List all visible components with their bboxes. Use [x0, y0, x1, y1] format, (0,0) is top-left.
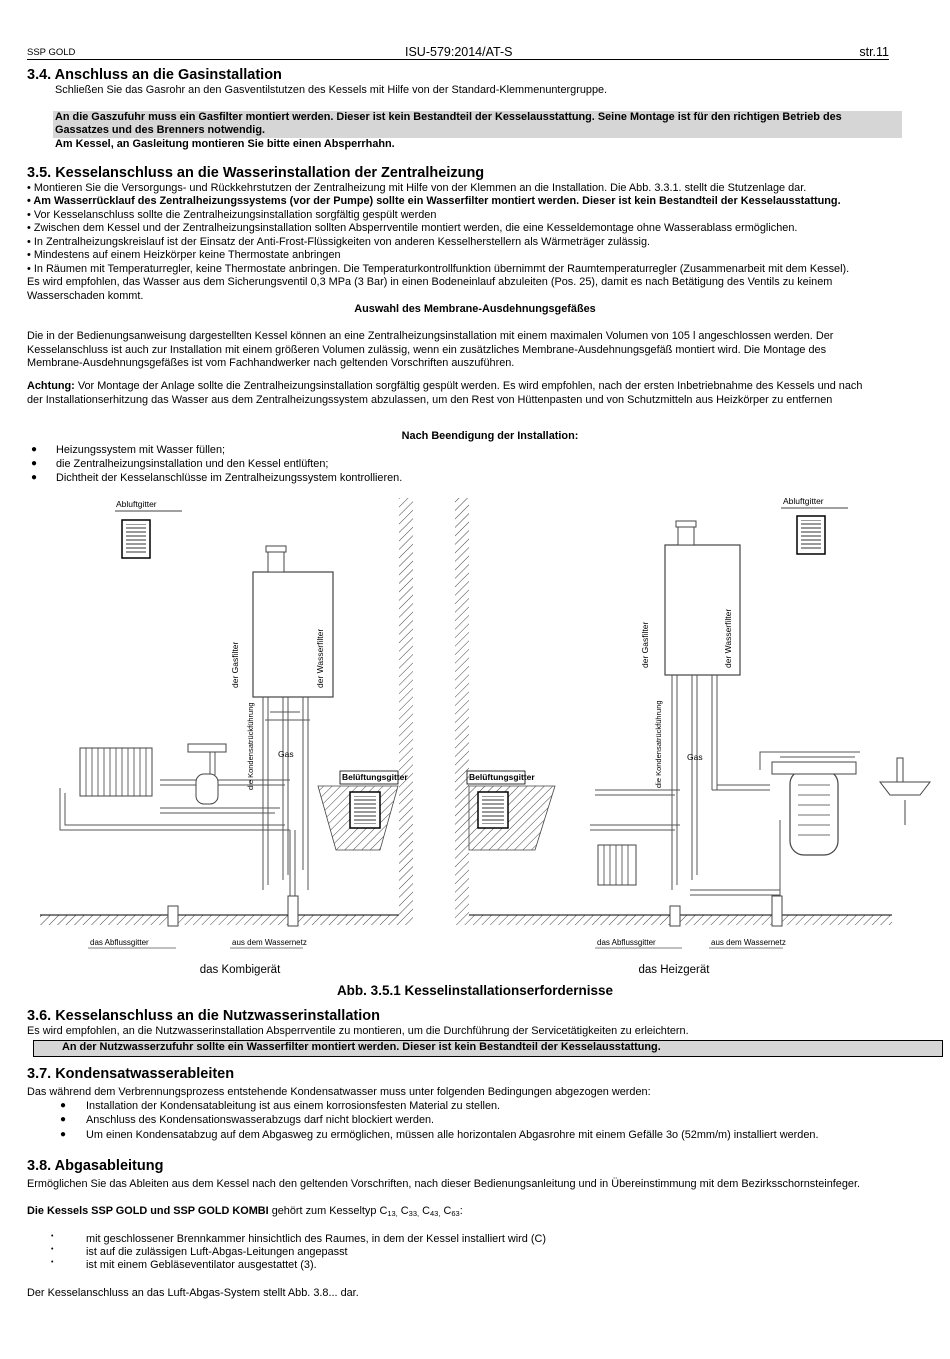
floor-left	[40, 915, 413, 925]
label-kombigeraet: das Kombigerät	[199, 964, 281, 976]
s35-para3-line1	[27, 380, 862, 394]
s35-line2: • Am Wasserrücklauf des Zentralheizungssystems (vor der Pumpe) sollte ein Wasserfilter montiert werden. Dieser ist kein Bestandteil der Kesselausstattung.	[27, 195, 841, 207]
s38-bullet3: ist mit einem Gebläseventilator ausgestattet (3).	[86, 1259, 317, 1271]
sub-c13: 13,	[387, 1209, 398, 1218]
label-heizgeraet: das Heizgerät	[638, 964, 710, 976]
achtung-label: Achtung:	[27, 380, 75, 392]
bullet-dot: ●	[31, 458, 38, 469]
sink	[880, 758, 930, 825]
s35-line9: Wasserschaden kommt.	[27, 290, 144, 302]
section-title-3-8: 3.8. Abgasableitung	[27, 1158, 164, 1174]
sep-c: C	[419, 1205, 430, 1217]
wall-left	[399, 498, 413, 915]
label-wassernetz-left: aus dem Wassernetz	[232, 938, 307, 947]
header-left: SSP GOLD	[27, 47, 76, 58]
sub-c43: 43,	[430, 1209, 441, 1218]
s34-paragraph: Schließen Sie das Gasrohr an den Gasventilstutzen des Kessels mit Hilfe von der Standard-Klemmenuntergruppe.	[55, 84, 608, 96]
s38-bullet2: ist auf die zulässigen Luft-Abgas-Leitungen angepasst	[86, 1246, 348, 1258]
s36-paragraph: Es wird empfohlen, an die Nutzwasserinstallation Absperrventile zu montieren, um die Durchführung der Servicetätigkeiten zu erleichtern.	[27, 1025, 689, 1037]
label-gasfilter-left: der Gasfilter	[230, 641, 240, 688]
figure-caption: Abb. 3.5.1 Kesselinstallationserfordernisse	[336, 983, 614, 998]
s35-line5: • In Zentralheizungskreislauf ist der Einsatz der Anti-Frost-Flüssigkeiten von anderen Kesselherstellern als Wärmeträger zulässig.	[27, 236, 651, 248]
installation-diagram	[0, 490, 950, 980]
bullet-dot: ●	[31, 472, 38, 483]
s35-bullet2: die Zentralheizungsinstallation und den Kessel entlüften;	[56, 458, 329, 470]
s35-line1: • Montieren Sie die Versorgungs- und Rückkehrstutzen der Zentralheizung mit Hilfe von der Klemmen an die Installation. Die Abb. 3.3.1. stellt die Stutzenlage dar.	[27, 182, 807, 194]
s38-paragraph1: Ermöglichen Sie das Ableiten aus dem Kessel nach den geltenden Vorschriften, nach dieser Bedienungsanleitung und in Übereinstimmung mit dem Bezirksschornsteinfeger.	[27, 1178, 861, 1190]
s38-boiler-names: Die Kessels SSP GOLD und SSP GOLD KOMBI	[27, 1205, 269, 1217]
s35-para3-line2: der Installationserhitzung das Wasser aus dem Zentralheizungssystem abzulassen, um den Rest von Hüttenpasten und von Schutzmitteln aus Heizkörper zu entfernen	[27, 394, 833, 406]
bullet-dot: ●	[60, 1100, 67, 1111]
s35-para2-line3: Membrane-Ausdehnungsgefäßes ist vom Fachhandwerker nach geltenden Vorschriften auszuführen.	[27, 357, 515, 369]
label-gas-left: Gas	[278, 749, 294, 759]
label-abluftgitter-left: Abluftgitter	[116, 499, 157, 509]
s37-bullet3: Um einen Kondensatabzug auf dem Abgasweg zu ermöglichen, müssen alle horizontalen Abgasrohre mit einem Gefälle 3o (52mm/m) installiert werden.	[86, 1129, 819, 1141]
section-title-3-5: 3.5. Kesselanschluss an die Wasserinstallation der Zentralheizung	[27, 165, 485, 181]
bullet-dot: •	[51, 1246, 54, 1253]
radiator-left	[80, 748, 152, 796]
s38-bullet1: mit geschlossener Brennkammer hinsichtlich des Raumes, in dem der Kessel installiert wird (C)	[86, 1233, 546, 1245]
s38-paragraph3: Der Kesselanschluss an das Luft-Abgas-System stellt Abb. 3.8... dar.	[27, 1287, 359, 1299]
kombi-diagram	[40, 498, 413, 976]
s35-bullet1: Heizungssystem mit Wasser füllen;	[56, 444, 226, 456]
s35-line4: • Zwischen dem Kessel und der Zentralheizungsinstallation sollten Absperrventile montiert werden, die eine Kesseldemontage ohne Wasserablass ermöglichen.	[27, 222, 798, 234]
s35-bullet3: Dichtheit der Kesselanschlüsse im Zentralheizungssystem kontrollieren.	[56, 472, 403, 484]
s35-line8: Es wird empfohlen, das Wasser aus dem Sicherungsventil 0,3 MPa (3 Bar) in einen Bodeneinlauf abzuleiten (Pos. 25), damit es nach Betätigung des Ventils zu keinem	[27, 276, 833, 288]
s35-line7-a: • In Räumen mit Temperaturregler, keine Thermostate anbringen	[27, 263, 338, 275]
label-gasfilter-right: der Gasfilter	[640, 621, 650, 668]
label-beluftung-left: Belüftungsgitter	[342, 772, 408, 782]
s37-bullet2: Anschluss des Kondensationswasserabzugs darf nicht blockiert werden.	[86, 1114, 435, 1126]
sub-c33: 33,	[408, 1209, 420, 1218]
label-abluftgitter-right: Abluftgitter	[783, 496, 824, 506]
s34-note-line1: An die Gaszufuhr muss ein Gasfilter montiert werden. Dieser ist kein Bestandteil der Kesselausstattung. Seine Montage ist für den richtigen Betrieb des	[55, 111, 842, 123]
hot-water-tank	[772, 762, 856, 855]
s35-subheading-nach: Nach Beendigung der Installation:	[401, 430, 579, 442]
label-kondens-left: die Kondensatrückführung	[246, 702, 255, 790]
label-abfluss-left: das Abflussgitter	[90, 938, 149, 947]
section-title-3-7: 3.7. Kondensatwasserableiten	[27, 1066, 235, 1082]
s36-note: An der Nutzwasserzufuhr sollte ein Wasserfilter montiert werden. Dieser ist kein Bestandteil der Kesselausstattung.	[62, 1041, 661, 1053]
colon: :	[459, 1205, 463, 1217]
s35-line7-b: . Die Temperaturkontrollfunktion übernimmt der Raumtemperaturregler (Zusammenarbeit mit dem Kessel).	[337, 263, 850, 275]
s38-type-text: gehört zum Kesseltyp C	[268, 1205, 388, 1217]
radiator-right	[598, 845, 636, 885]
header-page-number: str.11	[859, 45, 889, 59]
s34-note-line2: Gassatzes und des Brenners notwendig.	[55, 124, 265, 136]
bullet-dot: •	[51, 1259, 54, 1266]
label-kondens-right: die Kondensatrückführung	[654, 700, 663, 788]
bullet-dot: ●	[60, 1114, 67, 1125]
s35-line7	[27, 263, 849, 277]
s35-para3-text: Vor Montage der Anlage sollte die Zentralheizungsinstallation sorgfältig gespült werden. Es wird empfohlen, nach der ersten Inbetriebnahme des Kessels und nach	[74, 380, 863, 392]
heizgeraet-diagram	[455, 496, 930, 976]
s35-subheading-membrane: Auswahl des Membrane-Ausdehnungsgefäßes	[354, 303, 596, 315]
header-center: ISU-579:2014/AT-S	[405, 45, 513, 59]
s35-para2-line2: Kesselanschluss ist auch zur Installation mit einem größeren Volumen zulässig, wenn ein zusätzliches Membrane-Ausdehnungsgefäß montiert wird. Die Montage des	[27, 344, 827, 356]
s37-bullet1: Installation der Kondensatableitung ist aus einem korrosionsfesten Material zu stellen.	[86, 1100, 501, 1112]
label-beluftung-right: Belüftungsgitter	[469, 772, 535, 782]
s35-line3: • Vor Kesselanschluss sollte die Zentralheizungsinstallation sorgfältig gespült werden	[27, 209, 437, 221]
page-header	[27, 43, 889, 60]
s34-note-line3: Am Kessel, an Gasleitung montieren Sie bitte einen Absperrhahn.	[55, 138, 395, 150]
s35-line6: • Mindestens auf einem Heizkörper keine Thermostate anbringen	[27, 249, 341, 261]
sep-c: C	[440, 1205, 452, 1217]
s35-para2-line1: Die in der Bedienungsanweisung dargestellten Kessel können an eine Zentralheizungsinstallation mit einem maximalen Volumen von 105 l angeschlossen werden. Der	[27, 330, 834, 342]
bullet-dot: ●	[31, 444, 38, 455]
label-gas-right: Gas	[687, 752, 703, 762]
sep-c: C	[397, 1205, 409, 1217]
label-wasserfilter-left: der Wasserfilter	[315, 628, 325, 688]
wall-right	[455, 498, 469, 915]
section-title-3-6: 3.6. Kesselanschluss an die Nutzwasserinstallation	[27, 1008, 380, 1024]
bullet-dot: •	[51, 1233, 54, 1240]
sub-c63: 63	[451, 1209, 460, 1218]
s37-paragraph: Das während dem Verbrennungsprozess entstehende Kondensatwasser muss unter folgenden Bedingungen abgezogen werden:	[27, 1086, 651, 1098]
s38-paragraph2	[27, 1205, 463, 1219]
bullet-dot: ●	[60, 1129, 67, 1140]
section-title-3-4: 3.4. Anschluss an die Gasinstallation	[27, 67, 282, 83]
label-wasserfilter-right: der Wasserfilter	[723, 608, 733, 668]
expansion-vessel	[196, 774, 218, 804]
label-abfluss-right: das Abflussgitter	[597, 938, 656, 947]
label-wassernetz-right: aus dem Wassernetz	[711, 938, 786, 947]
